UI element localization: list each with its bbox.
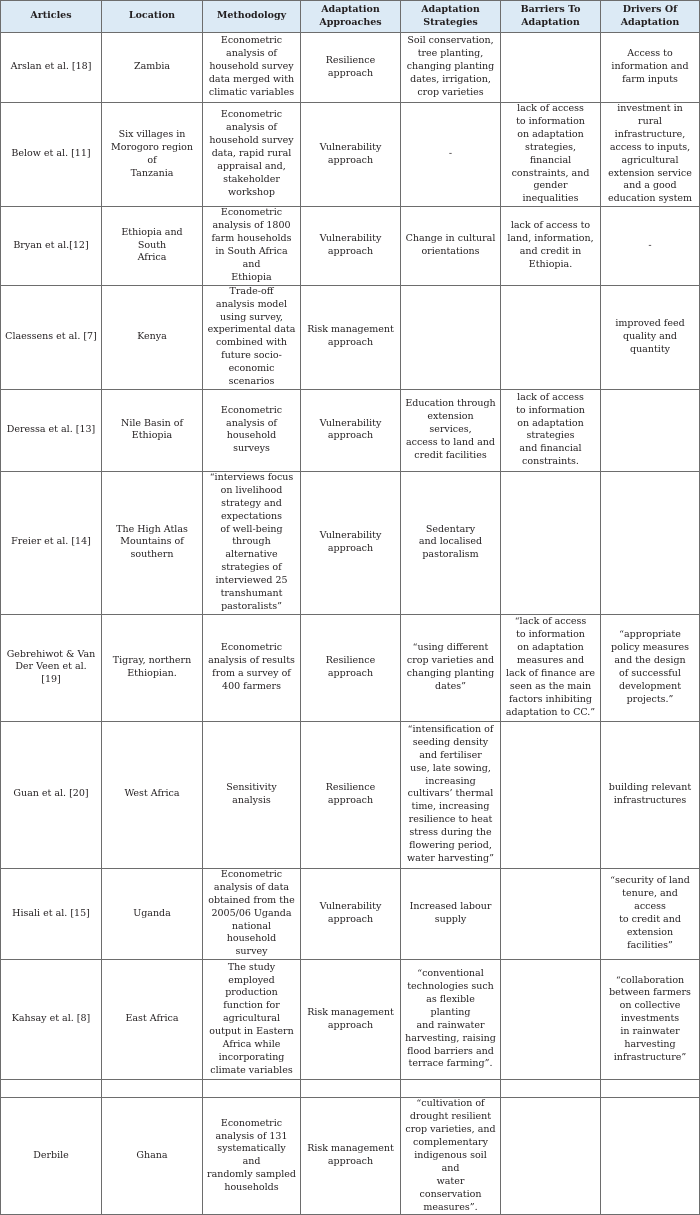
cell-barriers: lack of access to land, information, and credit in Ethiopia. xyxy=(501,207,601,285)
cell-article xyxy=(1,1080,102,1098)
cell-location: Tigray, northern Ethiopian. xyxy=(102,614,203,721)
cell-strategies: “intensification of seeding density and fertiliser use, late sowing, increasing cultivars’ thermal time, increasing resilience to heat stress during the flowering period, water harvesting” xyxy=(401,721,501,868)
table-row xyxy=(1,103,700,207)
header-adaptation-strategies: Adaptation Strategies xyxy=(401,1,501,33)
cell-approach: Risk management approach xyxy=(301,285,401,389)
cell-barriers: lack of access to information on adaptation strategies, financial constraints, and gender inequalities xyxy=(501,103,601,207)
cell-strategies: “conventional technologies such as flexible planting and rainwater harvesting, raising flood barriers and terrace farming”. xyxy=(401,960,501,1080)
cell-strategies: Increased labour supply xyxy=(401,868,501,959)
cell-barriers: “lack of access to information on adaptation measures and lack of finance are seen as the main factors inhibiting adaptation to CC.” xyxy=(501,614,601,721)
cell-approach: Vulnerability approach xyxy=(301,207,401,285)
cell-barriers xyxy=(501,1098,601,1215)
header-row xyxy=(1,1,700,33)
table-row xyxy=(1,614,700,721)
cell-methodology: Econometric analysis of data obtained from the 2005/06 Uganda national household survey xyxy=(203,868,301,959)
header-methodology: Methodology xyxy=(203,1,301,33)
cell-barriers xyxy=(501,960,601,1080)
cell-location: Kenya xyxy=(102,285,203,389)
cell-strategies: Soil conservation, tree planting, changing planting dates, irrigation, crop varieties xyxy=(401,33,501,103)
cell-drivers: “appropriate policy measures and the design of successful development projects.” xyxy=(601,614,700,721)
cell-drivers: Access to information and farm inputs xyxy=(601,33,700,103)
cell-methodology: Econometric analysis of household survey data, rapid rural appraisal and, stakeholder workshop xyxy=(203,103,301,207)
cell-barriers xyxy=(501,1080,601,1098)
cell-strategies: Change in cultural orientations xyxy=(401,207,501,285)
table-row xyxy=(1,285,700,389)
cell-drivers: building relevant infrastructures xyxy=(601,721,700,868)
cell-location: The High Atlas Mountains of southern xyxy=(102,471,203,614)
cell-methodology: “interviews focus on livelihood strategy and expectations of well-being through alternative strategies of interviewed 25 transhumant pastoralists” xyxy=(203,471,301,614)
table-row xyxy=(1,721,700,868)
cell-strategies: “using different crop varieties and changing planting dates” xyxy=(401,614,501,721)
cell-methodology: Econometric analysis of results from a survey of 400 farmers xyxy=(203,614,301,721)
table-row xyxy=(1,1098,700,1215)
cell-strategies: Sedentary and localised pastoralism xyxy=(401,471,501,614)
header-location: Location xyxy=(102,1,203,33)
cell-article: Deressa et al. [13] xyxy=(1,389,102,471)
cell-article: Arslan et al. [18] xyxy=(1,33,102,103)
cell-approach: Risk management approach xyxy=(301,1098,401,1215)
cell-barriers xyxy=(501,868,601,959)
cell-methodology: Econometric analysis of household survey data merged with climatic variables xyxy=(203,33,301,103)
cell-drivers xyxy=(601,1080,700,1098)
cell-drivers xyxy=(601,1098,700,1215)
cell-location: East Africa xyxy=(102,960,203,1080)
cell-article: Gebrehiwot & Van Der Veen et al. [19] xyxy=(1,614,102,721)
cell-location: Nile Basin of Ethiopia xyxy=(102,389,203,471)
cell-drivers xyxy=(601,471,700,614)
table-row xyxy=(1,389,700,471)
cell-location: Uganda xyxy=(102,868,203,959)
cell-barriers xyxy=(501,33,601,103)
cell-methodology: The study employed production function for agricultural output in Eastern Africa while incorporating climate variables xyxy=(203,960,301,1080)
cell-article: Guan et al. [20] xyxy=(1,721,102,868)
cell-approach: Vulnerability approach xyxy=(301,868,401,959)
cell-article: Kahsay et al. [8] xyxy=(1,960,102,1080)
cell-approach: Vulnerability approach xyxy=(301,103,401,207)
cell-article: Below et al. [11] xyxy=(1,103,102,207)
cell-strategies: “cultivation of drought resilient crop varieties, and complementary indigenous soil and water conservation measures”. xyxy=(401,1098,501,1215)
cell-methodology: Econometric analysis of household surveys xyxy=(203,389,301,471)
cell-strategies: Education through extension services, access to land and credit facilities xyxy=(401,389,501,471)
cell-methodology: Econometric analysis of 1800 farm households in South Africa and Ethiopia xyxy=(203,207,301,285)
cell-article: Bryan et al.[12] xyxy=(1,207,102,285)
table-header xyxy=(1,1,700,33)
cell-drivers: - xyxy=(601,207,700,285)
header-barriers-to-adaptation: Barriers To Adaptation xyxy=(501,1,601,33)
cell-approach: Resilience approach xyxy=(301,721,401,868)
table-row xyxy=(1,33,700,103)
header-drivers-of-adaptation: Drivers Of Adaptation xyxy=(601,1,700,33)
cell-approach: Vulnerability approach xyxy=(301,389,401,471)
cell-methodology xyxy=(203,1080,301,1098)
table-row xyxy=(1,868,700,959)
table-row xyxy=(1,207,700,285)
table-row xyxy=(1,471,700,614)
cell-barriers xyxy=(501,471,601,614)
cell-strategies: - xyxy=(401,103,501,207)
cell-drivers: “collaboration between farmers on collective investments in rainwater harvesting infrastructure” xyxy=(601,960,700,1080)
cell-approach: Resilience approach xyxy=(301,33,401,103)
cell-location: Ghana xyxy=(102,1098,203,1215)
cell-barriers: lack of access to information on adaptation strategies and financial constraints. xyxy=(501,389,601,471)
cell-article: Derbile xyxy=(1,1098,102,1215)
cell-article: Freier et al. [14] xyxy=(1,471,102,614)
cell-drivers: improved feed quality and quantity xyxy=(601,285,700,389)
cell-location: Zambia xyxy=(102,33,203,103)
cell-drivers: investment in rural infrastructure, access to inputs, agricultural extension service and a good education system xyxy=(601,103,700,207)
cell-strategies xyxy=(401,285,501,389)
cell-strategies xyxy=(401,1080,501,1098)
cell-barriers xyxy=(501,721,601,868)
table-row xyxy=(1,960,700,1080)
cell-location: Six villages in Morogoro region of Tanzania xyxy=(102,103,203,207)
table-body xyxy=(1,33,700,1215)
header-adaptation-approaches: Adaptation Approaches xyxy=(301,1,401,33)
cell-drivers: “security of land tenure, and access to credit and extension facilities” xyxy=(601,868,700,959)
cell-approach: Vulnerability approach xyxy=(301,471,401,614)
cell-drivers xyxy=(601,389,700,471)
cell-location xyxy=(102,1080,203,1098)
cell-article: Hisali et al. [15] xyxy=(1,868,102,959)
cell-approach: Risk management approach xyxy=(301,960,401,1080)
cell-approach: Resilience approach xyxy=(301,614,401,721)
cell-methodology: Econometric analysis of 131 systematically and randomly sampled households xyxy=(203,1098,301,1215)
cell-article: Claessens et al. [7] xyxy=(1,285,102,389)
cell-methodology: Trade-off analysis model using survey, experimental data combined with future socio- economic scenarios xyxy=(203,285,301,389)
table-row xyxy=(1,1080,700,1098)
header-articles: Articles xyxy=(1,1,102,33)
cell-location: West Africa xyxy=(102,721,203,868)
cell-location: Ethiopia and South Africa xyxy=(102,207,203,285)
cell-barriers xyxy=(501,285,601,389)
cell-approach xyxy=(301,1080,401,1098)
cell-methodology: Sensitivity analysis xyxy=(203,721,301,868)
